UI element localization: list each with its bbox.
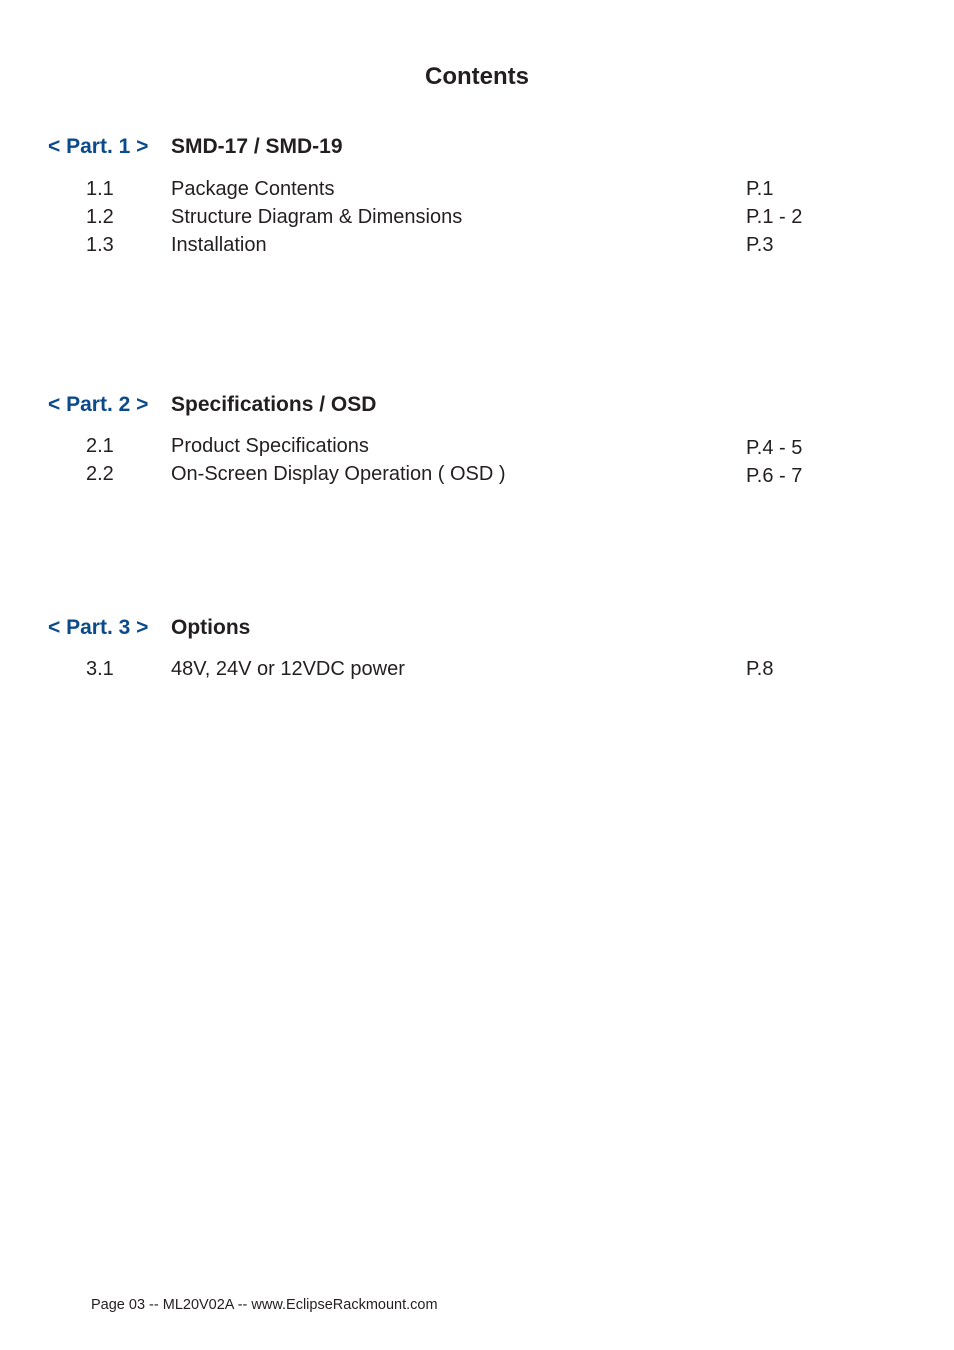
entry-title: Product Specifications xyxy=(171,435,369,457)
part-1-title: SMD-17 / SMD-19 xyxy=(171,135,343,158)
entry-page: P.4 - 5 xyxy=(746,437,803,459)
entry-title: Structure Diagram & Dimensions xyxy=(171,206,463,228)
toc-entry-2-1 xyxy=(0,433,954,459)
page-title: Contents xyxy=(425,63,529,90)
part-3-header xyxy=(48,615,250,641)
entry-title: Package Contents xyxy=(171,178,335,200)
toc-entry-2-2 xyxy=(0,461,954,487)
part-2-header xyxy=(48,392,376,418)
entry-page: P.8 xyxy=(746,658,774,680)
part-1-header xyxy=(48,134,343,160)
part-3-tag: < Part. 3 > xyxy=(48,616,149,639)
part-2-title: Specifications / OSD xyxy=(171,393,377,416)
entry-page: P.1 xyxy=(746,178,774,200)
entry-title: Installation xyxy=(171,234,267,256)
toc-entry-1-1 xyxy=(0,176,954,202)
entry-page: P.1 - 2 xyxy=(746,206,803,228)
part-2-tag: < Part. 2 > xyxy=(48,393,149,416)
entry-page: P.3 xyxy=(746,234,774,256)
entry-number: 1.3 xyxy=(86,234,114,256)
toc-entry-1-3 xyxy=(0,232,954,258)
entry-title: 48V, 24V or 12VDC power xyxy=(171,658,405,680)
part-3-title: Options xyxy=(171,616,251,639)
entry-number: 2.1 xyxy=(86,435,114,457)
toc-entry-1-2 xyxy=(0,204,954,230)
entry-number: 2.2 xyxy=(86,463,114,485)
part-1-tag: < Part. 1 > xyxy=(48,135,149,158)
entry-page: P.6 - 7 xyxy=(746,465,803,487)
entry-title: On-Screen Display Operation ( OSD ) xyxy=(171,463,506,485)
entry-number: 3.1 xyxy=(86,658,114,680)
toc-entry-3-1 xyxy=(0,656,954,682)
page-footer: Page 03 -- ML20V02A -- www.EclipseRackmount.com xyxy=(91,1297,438,1313)
entry-number: 1.2 xyxy=(86,206,114,228)
entry-number: 1.1 xyxy=(86,178,114,200)
